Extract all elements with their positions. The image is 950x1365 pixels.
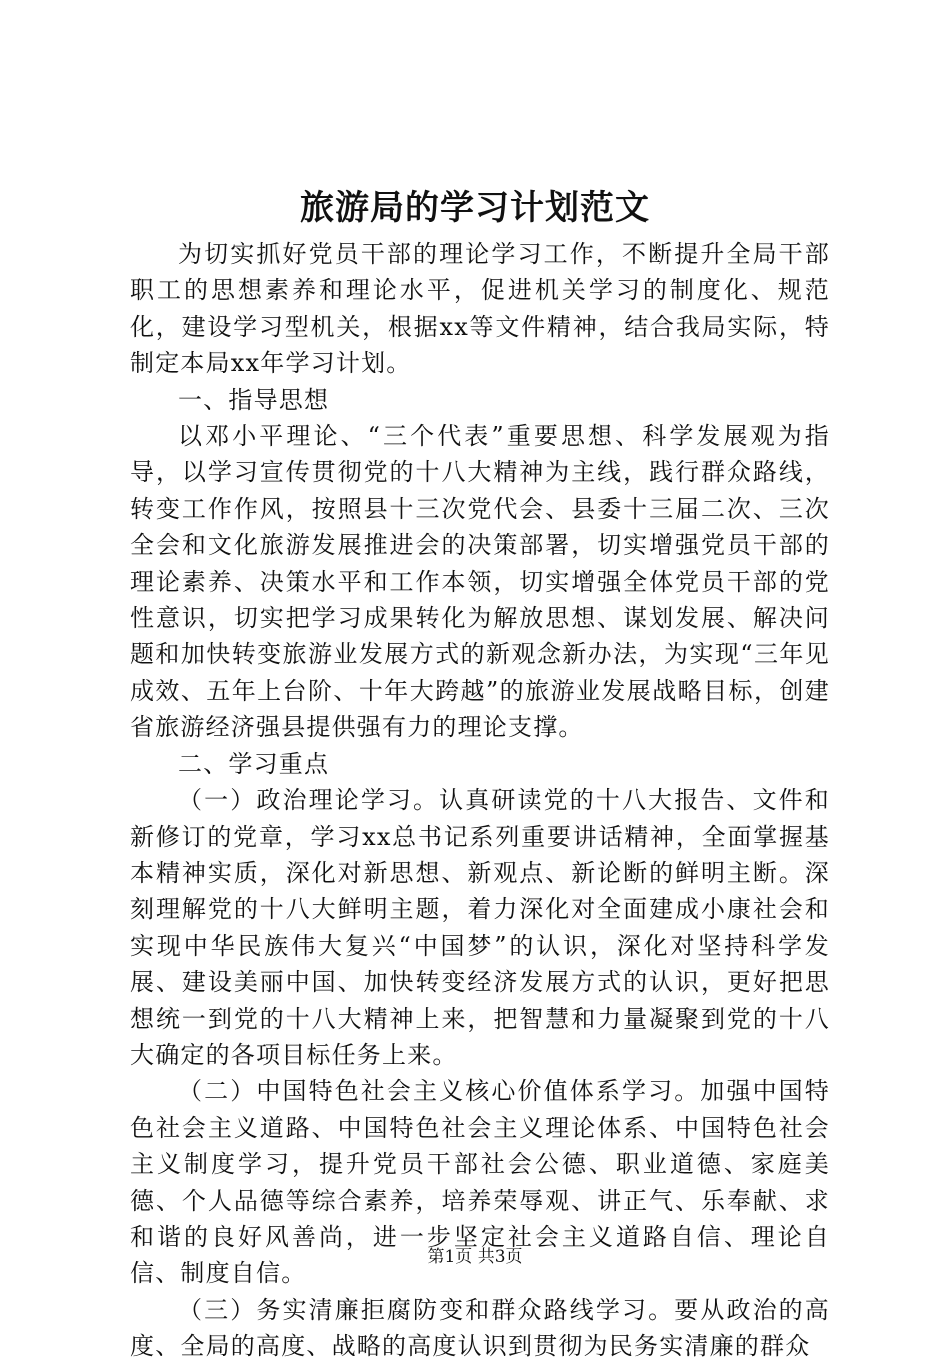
section-heading-guiding-thought: 一、指导思想	[178, 385, 330, 414]
guiding-thought-paragraph: 以邓小平理论、“三个代表”重要思想、科学发展观为指导，以学习宣传贯彻党的十八大精神为主线，践行群众路线，转变工作作风，按照县十三次党代会、县委十三届二次、三次全会和文化旅游发展推进会的决策部署，切实增强党员干部的理论素养、决策水平和工作本领，切实增强全体党员干部的党性意识，切实把学习成果转化为解放思想、谋划发展、解决问题和加快转变旅游业发展方式的新观念新办法，为实现“三年见成效、五年上台阶、十年大跨越”的旅游业发展战略目标，创建省旅游经济强县提供强有力的理论支撑。	[130, 422, 830, 742]
study-focus-item-2: （二）中国特色社会主义核心价值体系学习。加强中国特色社会主义道路、中国特色社会主义理论体系、中国特色社会主义制度学习，提升党员干部社会公德、职业道德、家庭美德、个人品德等综合素养，培养荣辱观、讲正气、乐奉献、求和谐的良好风善尚，进一步坚定社会主义道路自信、理论自信、制度自信。	[130, 1077, 830, 1288]
page-footer: 第1页 共3页	[427, 1247, 523, 1267]
study-focus-item-3: （三）务实清廉拒腐防变和群众路线学习。要从政治的高度、全局的高度、战略的高度认识到贯彻为民务实清廉的群众	[130, 1295, 830, 1361]
document-title: 旅游局的学习计划范文	[300, 188, 650, 228]
document-body	[130, 236, 830, 1365]
intro-paragraph: 为切实抓好党员干部的理论学习工作，不断提升全局干部职工的思想素养和理论水平，促进机关学习的制度化、规范化，建设学习型机关，根据xx等文件精神，结合我局实际，特制定本局xx年学习计划。	[130, 240, 830, 378]
section-heading-study-focus: 二、学习重点	[178, 749, 330, 778]
study-focus-item-1: （一）政治理论学习。认真研读党的十八大报告、文件和新修订的党章，学习xx总书记系列重要讲话精神，全面掌握基本精神实质，深化对新思想、新观点、新论断的鲜明主断。深刻理解党的十八大鲜明主题，着力深化对全面建成小康社会和实现中华民族伟大复兴“中国梦”的认识，深化对坚持科学发展、建设美丽中国、加快转变经济发展方式的认识，更好把思想统一到党的十八大精神上来，把智慧和力量凝聚到党的十八大确定的各项目标任务上来。	[130, 786, 830, 1069]
